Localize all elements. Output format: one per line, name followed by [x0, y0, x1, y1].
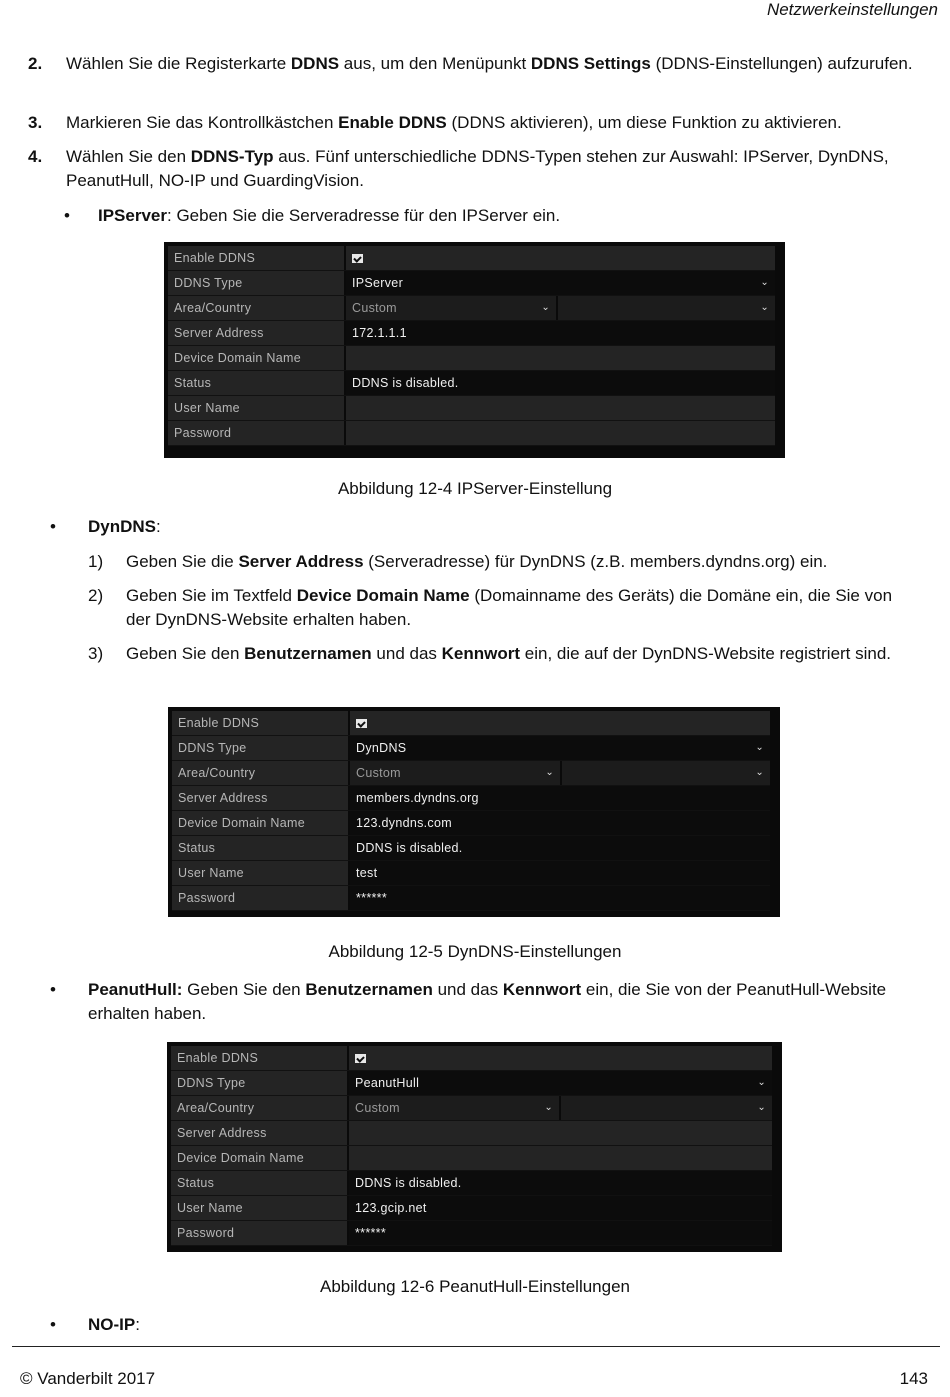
step-4 — [28, 145, 918, 193]
device-domain-field[interactable] — [349, 1146, 772, 1170]
device-domain-field[interactable]: 123.dyndns.com — [350, 811, 770, 835]
row-enable-ddns: Enable DDNS — [168, 246, 775, 271]
row-device-domain: Device Domain Name — [171, 1146, 772, 1171]
dyndns-item-3: 3) Geben Sie den Benutzernamen und das Kennwort ein, die auf der DynDNS-Website registriert sind. — [88, 644, 892, 663]
status-value: DDNS is disabled. — [350, 836, 770, 860]
row-ddns-type: DDNS Type DynDNS ⌄ — [172, 736, 770, 761]
screenshot-dyndns — [168, 707, 780, 917]
footer-divider — [12, 1346, 940, 1347]
ddns-type-select[interactable]: IPServer ⌄ — [346, 271, 775, 295]
row-status: Status DDNS is disabled. — [168, 371, 775, 396]
running-header: Netzwerkeinstellungen — [766, 0, 938, 19]
row-area-country: Area/Country Custom ⌄ ⌄ — [171, 1096, 772, 1121]
password-field[interactable]: ****** — [350, 886, 770, 910]
bullet-ipserver: • IPServer: Geben Sie die Serveradresse für den IPServer ein. — [64, 206, 561, 225]
country-select[interactable] — [562, 761, 770, 785]
page-number: 143 — [899, 1369, 928, 1388]
area-select[interactable]: Custom ⌄ — [346, 296, 556, 320]
row-ddns-type: DDNS Type PeanutHull ⌄ — [171, 1071, 772, 1096]
footer-copyright: © Vanderbilt 2017 — [20, 1369, 156, 1388]
row-status: Status DDNS is disabled. — [172, 836, 770, 861]
chevron-down-icon: ⌄ — [755, 742, 764, 753]
row-user-name: User Name — [168, 396, 775, 421]
area-select[interactable]: Custom ⌄ — [349, 1096, 559, 1120]
row-ddns-type: DDNS Type IPServer ⌄ — [168, 271, 775, 296]
row-server-address: Server Address members.dyndns.org — [172, 786, 770, 811]
figure-caption: Abbildung 12-6 PeanutHull-Einstellungen — [320, 1277, 630, 1296]
ddns-type-select[interactable]: PeanutHull ⌄ — [349, 1071, 772, 1095]
password-field[interactable]: ****** — [349, 1221, 772, 1245]
dyndns-item-1: 1) Geben Sie die Server Address (Serveradresse) für DynDNS (z.B. members.dyndns.org) ein. — [88, 552, 828, 571]
chevron-down-icon: ⌄ — [760, 277, 769, 288]
bullet-noip: • NO-IP: — [50, 1315, 140, 1334]
checkbox-checked-icon[interactable] — [352, 254, 363, 263]
chevron-down-icon: ⌄ — [545, 767, 554, 778]
chevron-down-icon: ⌄ — [755, 767, 764, 778]
row-area-country: Area/Country Custom ⌄ ⌄ — [172, 761, 770, 786]
row-device-domain: Device Domain Name — [168, 346, 775, 371]
row-device-domain: Device Domain Name 123.dyndns.com — [172, 811, 770, 836]
bullet-dyndns: • DynDNS: — [50, 517, 161, 536]
chevron-down-icon: ⌄ — [757, 1077, 766, 1088]
row-enable-ddns: Enable DDNS — [171, 1046, 772, 1071]
chevron-down-icon: ⌄ — [757, 1102, 766, 1113]
screenshot-peanuthull — [167, 1042, 782, 1252]
row-status: Status DDNS is disabled. — [171, 1171, 772, 1196]
country-select[interactable] — [561, 1096, 772, 1120]
country-select[interactable] — [558, 296, 775, 320]
step-text: Markieren Sie das Kontrollkästchen Enable DDNS (DDNS aktivieren), um diese Funktion zu aktivieren. — [66, 113, 842, 132]
step-2 — [28, 52, 918, 76]
step-text: Wählen Sie die Registerkarte DDNS aus, um den Menüpunkt DDNS Settings (DDNS-Einstellungen) aufzurufen. — [66, 54, 913, 73]
ddns-type-select[interactable]: DynDNS ⌄ — [350, 736, 770, 760]
row-user-name: User Name 123.gcip.net — [171, 1196, 772, 1221]
chevron-down-icon: ⌄ — [544, 1102, 553, 1113]
row-enable-ddns: Enable DDNS — [172, 711, 770, 736]
bullet-peanuthull: • PeanutHull: Geben Sie den Benutzernamen und das Kennwort ein, die Sie von der PeanutHull-Website erhalten haben. — [50, 980, 887, 1023]
row-password: Password — [168, 421, 775, 446]
step-number: 2. — [28, 54, 43, 73]
server-address-field[interactable]: members.dyndns.org — [350, 786, 770, 810]
user-name-field[interactable]: test — [350, 861, 770, 885]
row-password: Password ****** — [172, 886, 770, 911]
step-text: Wählen Sie den DDNS-Typ aus. Fünf unterschiedliche DDNS-Typen stehen zur Auswahl: IPServer, DynDNS, PeanutHull, NO-IP und GuardingVision. — [66, 147, 889, 190]
checkbox-checked-icon[interactable] — [356, 719, 367, 728]
row-password: Password ****** — [171, 1221, 772, 1246]
status-value: DDNS is disabled. — [349, 1171, 772, 1195]
chevron-down-icon: ⌄ — [541, 302, 550, 313]
user-name-field[interactable]: 123.gcip.net — [349, 1196, 772, 1220]
screenshot-ipserver — [164, 242, 785, 458]
password-field[interactable] — [346, 421, 775, 445]
row-server-address: Server Address — [171, 1121, 772, 1146]
dyndns-item-2: 2) Geben Sie im Textfeld Device Domain Name (Domainname des Geräts) die Domäne ein, die Sie von der DynDNS-Website erhalten haben. — [88, 586, 893, 629]
figure-caption: Abbildung 12-4 IPServer-Einstellung — [337, 479, 613, 498]
server-address-field[interactable] — [349, 1121, 772, 1145]
row-area-country: Area/Country Custom ⌄ ⌄ — [168, 296, 775, 321]
step-3 — [28, 111, 918, 135]
status-value: DDNS is disabled. — [346, 371, 775, 395]
user-name-field[interactable] — [346, 396, 775, 420]
device-domain-field[interactable] — [346, 346, 775, 370]
area-select[interactable]: Custom ⌄ — [350, 761, 560, 785]
figure-caption: Abbildung 12-5 DynDNS-Einstellungen — [328, 942, 622, 961]
chevron-down-icon: ⌄ — [760, 302, 769, 313]
step-number: 4. — [28, 147, 43, 166]
checkbox-checked-icon[interactable] — [355, 1054, 366, 1063]
row-user-name: User Name test — [172, 861, 770, 886]
step-number: 3. — [28, 113, 43, 132]
row-server-address: Server Address 172.1.1.1 — [168, 321, 775, 346]
server-address-field[interactable]: 172.1.1.1 — [346, 321, 775, 345]
